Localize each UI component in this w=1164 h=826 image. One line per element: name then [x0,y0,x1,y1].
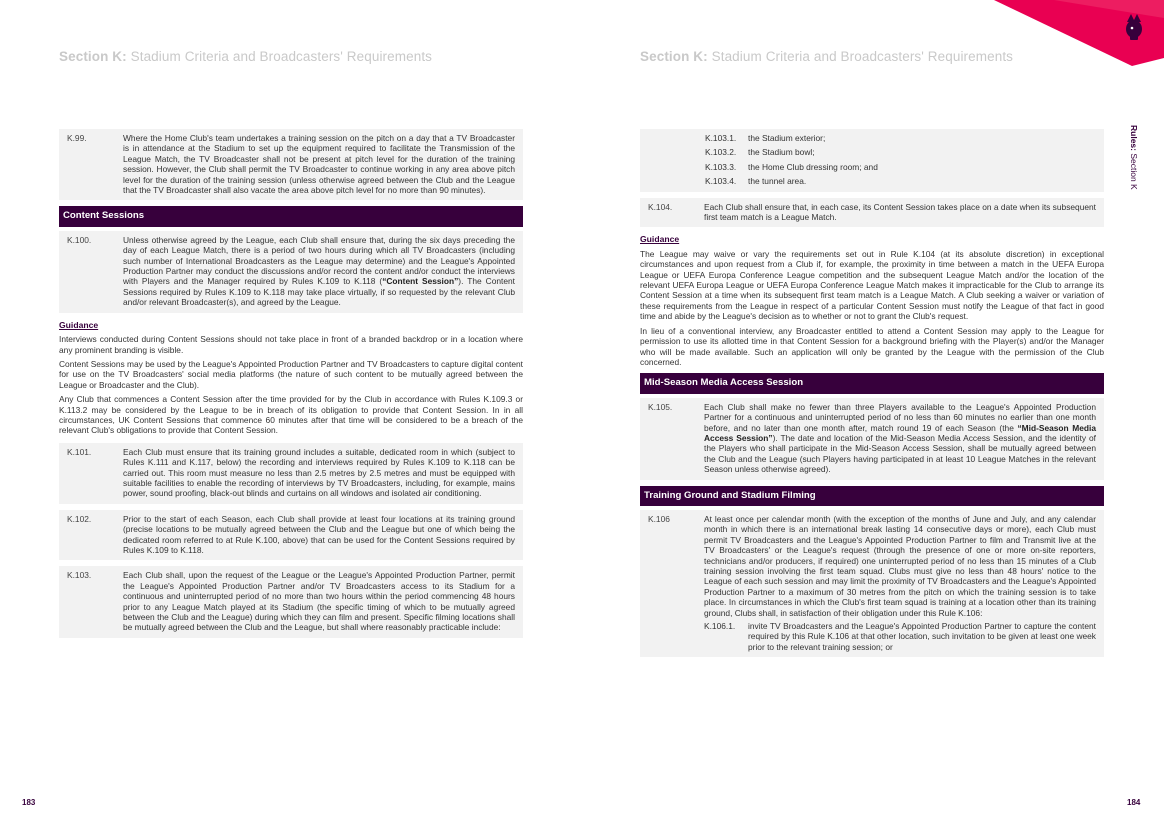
section-header-right [640,49,1013,64]
heading-content-sessions: Content Sessions [59,206,523,226]
rule-text [704,514,1096,652]
rule-text-part: Each Club shall make no fewer than three Players available to the League's Appointed Production Partner for a continuous and uninterrupted period of no less than 60 minutes no earlier than one month before, and no later than one month after, match round 19 of each Season (the [704,401,1096,433]
rule-number: K.99. [67,133,87,143]
sub-rule-text: the tunnel area. [748,176,807,187]
sub-rule [704,621,1096,652]
left-page-column [59,129,523,644]
side-section-label [1127,125,1141,215]
rule-k99 [59,129,523,200]
rule-text [704,402,1096,475]
rule-text-part: Unless otherwise agreed by the League, each Club shall ensure that, during the six days preceding the day of each League Match, there is a period of two hours during which all TV Broadcasters (including such number of International Broadcasters as the League may determine) and the League's Appointed Production Partner may conduct the discussions and/or record the content and/or conduct the interviews with Players and the Manager required by Rules K.109 to K.118 ( [123,234,515,287]
rule-k104 [640,198,1104,228]
section-header-bold: Section K: [59,49,127,64]
rule-k101 [59,443,523,504]
heading-training-ground-filming: Training Ground and Stadium Filming [640,486,1104,506]
guidance-paragraph: Content Sessions may be used by the League's Appointed Production Partner and TV Broadcasters to capture digital content for use on the TV Broadcasters' social media platforms (the nature of such content to be mutually agreed between the League or Broadcaster and the Club). [59,358,523,390]
sub-rule-text: the Stadium exterior; [748,133,826,143]
guidance-paragraph: Any Club that commences a Content Session after the time provided for by the Club in accordance with Rules K.109.3 or K.113.2 may be considered by the League to be in breach of its obligation to provide that Content Session. In in all circumstances, UK Content Sessions that commence 60 minutes after that time will be considered to be a breach of the relevant Club's obligations to provide that Content Session. [59,394,523,436]
side-label-rest: Section K [1129,150,1139,190]
defined-term: “Mid-Season Media Access Session” [704,422,1096,443]
guidance-paragraph: Interviews conducted during Content Sessions should not take place in front of a branded backdrop or in a location where any prominent branding is visible. [59,334,523,355]
sub-rule-number: K.106.1. [704,621,736,632]
rule-text: Each Club shall ensure that, in each case, its Content Session takes place on a date when its subsequent first team match is a League Match. [704,201,1096,223]
rule-number: K.106 [648,513,670,524]
rule-text [123,235,515,308]
heading-mid-season-media: Mid-Season Media Access Session [640,373,1104,393]
sub-rule-number: K.103.1. [705,133,737,143]
rule-k100 [59,231,523,313]
rule-number: K.105. [648,401,673,412]
page-number-right: 184 [1127,798,1141,807]
lion-logo-icon [994,0,1164,70]
sub-rule-text: the Home Club dressing room; and [748,161,878,172]
rule-k102 [59,510,523,561]
sub-rule-number: K.103.4. [705,176,737,187]
rule-text: Each Club must ensure that its training ground includes a suitable, dedicated room in which (subject to Rules K.111 and K.117, below) the recording and interviews required by Rules K.109 to K.118 can be carried out. This room must measure no less than 2.5 metres by 2.5 metres and must be equipped with suitable facilities to enable the recording of interviews by TV Broadcasters, including, for example, mains power, sound proofing, black-out blinds and curtains on all windows and isolated air conditioning. [123,446,515,499]
sub-rule [705,176,1096,186]
rule-k105 [640,398,1104,480]
page-number-left: 183 [22,798,36,807]
section-header-title: Stadium Criteria and Broadcasters' Requirements [707,49,1014,64]
sub-rule [705,133,1096,143]
sub-rule [705,147,1096,157]
guidance-heading: Guidance [640,234,680,245]
section-header-bold: Section K: [640,49,708,64]
sub-rule [705,162,1096,172]
rule-text-part: ). The date and location of the Mid-Season Media Access Session, and the identity of the Players who shall participate in the Mid-Season Access Session, shall be mutually agreed between the Club and the League (such Players having participated in at least 10 League Matches in the relevant Season unless otherwise agreed). [704,432,1096,475]
guidance-heading: Guidance [59,319,99,330]
rule-text: Where the Home Club's team undertakes a training session on the pitch on a day that a TV Broadcaster is in attendance at the Stadium to set up the equipment required to facilitate the Transmission of the League Match, the TV Broadcaster shall not be present at pitch level for the duration of the training session. However, the Club shall permit the TV Broadcaster to continue working in any area above pitch level for the duration of the training session (unless otherwise agreed between the Club and the League that the TV Broadcaster shall also vacate the area above pitch level for no more than 90 minutes). [123,133,515,196]
rule-number: K.104. [648,201,673,212]
sub-rule-number: K.103.3. [705,161,737,172]
rule-k103-sublist [640,129,1104,192]
rule-text-main: At least once per calendar month (with the exception of the months of June and July, and any calendar month in which there is an international break lasting 14 consecutive days or more), each Club must permit TV Broadcasters and the League's Appointed Production Partner to film and Transmit live at the TV Broadcasters' or the League's request (through the presence of one or more on-site reporters, technicians and/or producers, if required) one uninterrupted period of no less than 15 minutes of a Club training session involving the first team squad. Clubs must give no less than 48 hours' notice to the League of each such session and may limit the proximity of TV Broadcasters and the League's Appointed Production Partner to a maximum of 30 metres from the pitch on which the training session is to take place. In circumstances in which the Club's first team squad is training at a location other than its training ground, Clubs shall, in satisfaction of their obligation under this Rule K.106: [704,513,1096,618]
sub-rule-text: invite TV Broadcasters and the League's Appointed Production Partner to capture the content required by this Rule K.106 at that other location, such invitation to be given at least one week prior to the relevant training session; or [748,621,1096,652]
sub-rule-text: the Stadium bowl; [748,147,815,158]
side-label-bold: Rules: [1129,125,1139,151]
rule-k103 [59,566,523,637]
rule-number: K.103. [67,570,92,581]
section-header-title: Stadium Criteria and Broadcasters' Requirements [126,49,433,64]
section-header-left [59,49,432,64]
defined-term: “Content Session” [382,276,459,287]
guidance-paragraph: The League may waive or vary the requirements set out in Rule K.104 (at its absolute discretion) in exceptional circumstances and upon request from a Club if, for example, the proximity in time between a match in the UEFA Europa League or UEFA Europa Conference League competition and the subsequent League Match and/or the location of the relevant UEFA Europa League or UEFA Europa Conference League Match makes it impracticable for the Club to arrange its Content Session at a time when its subsequent first team match is a League Match. A Club seeking a waiver or variation of these requirements from the League in respect of a particular Content Session must notify the League of that fact in good time and abide by the League's decision as to whether or not to grant the Club's request. [640,248,1104,322]
brand-corner-graphic [994,0,1164,70]
right-page-column [640,129,1104,663]
rule-text: Prior to the start of each Season, each Club shall provide at least four locations at its training ground (precise locations to be mutually agreed between the Club and the League but one of which being the dedicated room referred to at Rule K.100, above) that can be used for the Content Sessions required by Rules K.109 to K.118. [123,513,515,555]
rule-number: K.100. [67,234,92,245]
rule-number: K.102. [67,513,92,524]
rule-k106 [640,510,1104,657]
rule-number: K.101. [67,446,92,457]
rule-text-part: ). The Content Sessions required by Rules K.109 to K.118 may take place virtually, if so requested by the relevant Club and/or relevant Broadcaster(s), and agreed by the League. [123,276,515,308]
sub-rule-number: K.103.2. [705,147,737,158]
guidance-paragraph: In lieu of a conventional interview, any Broadcaster entitled to attend a Content Session may apply to the League for permission to use its allotted time in that Content Session for a background briefing with the Player(s) and/or the Manager who will be made available. Such an application will only be granted by the League with the permission of the Club concerned. [640,325,1104,367]
rule-text: Each Club shall, upon the request of the League or the League's Appointed Production Partner, permit the League's Appointed Production Partner and/or TV Broadcasters access to its Stadium for a continuous and uninterrupted period of no more than two hours within the period commencing 48 hours prior to any League Match played at its Stadium (the specific timing of which to be mutually agreed between the Club and the League) during which they can film and present. Specific filming locations shall be mutually agreed between the Club and the League, but shall where reasonably practicable include: [123,570,515,633]
